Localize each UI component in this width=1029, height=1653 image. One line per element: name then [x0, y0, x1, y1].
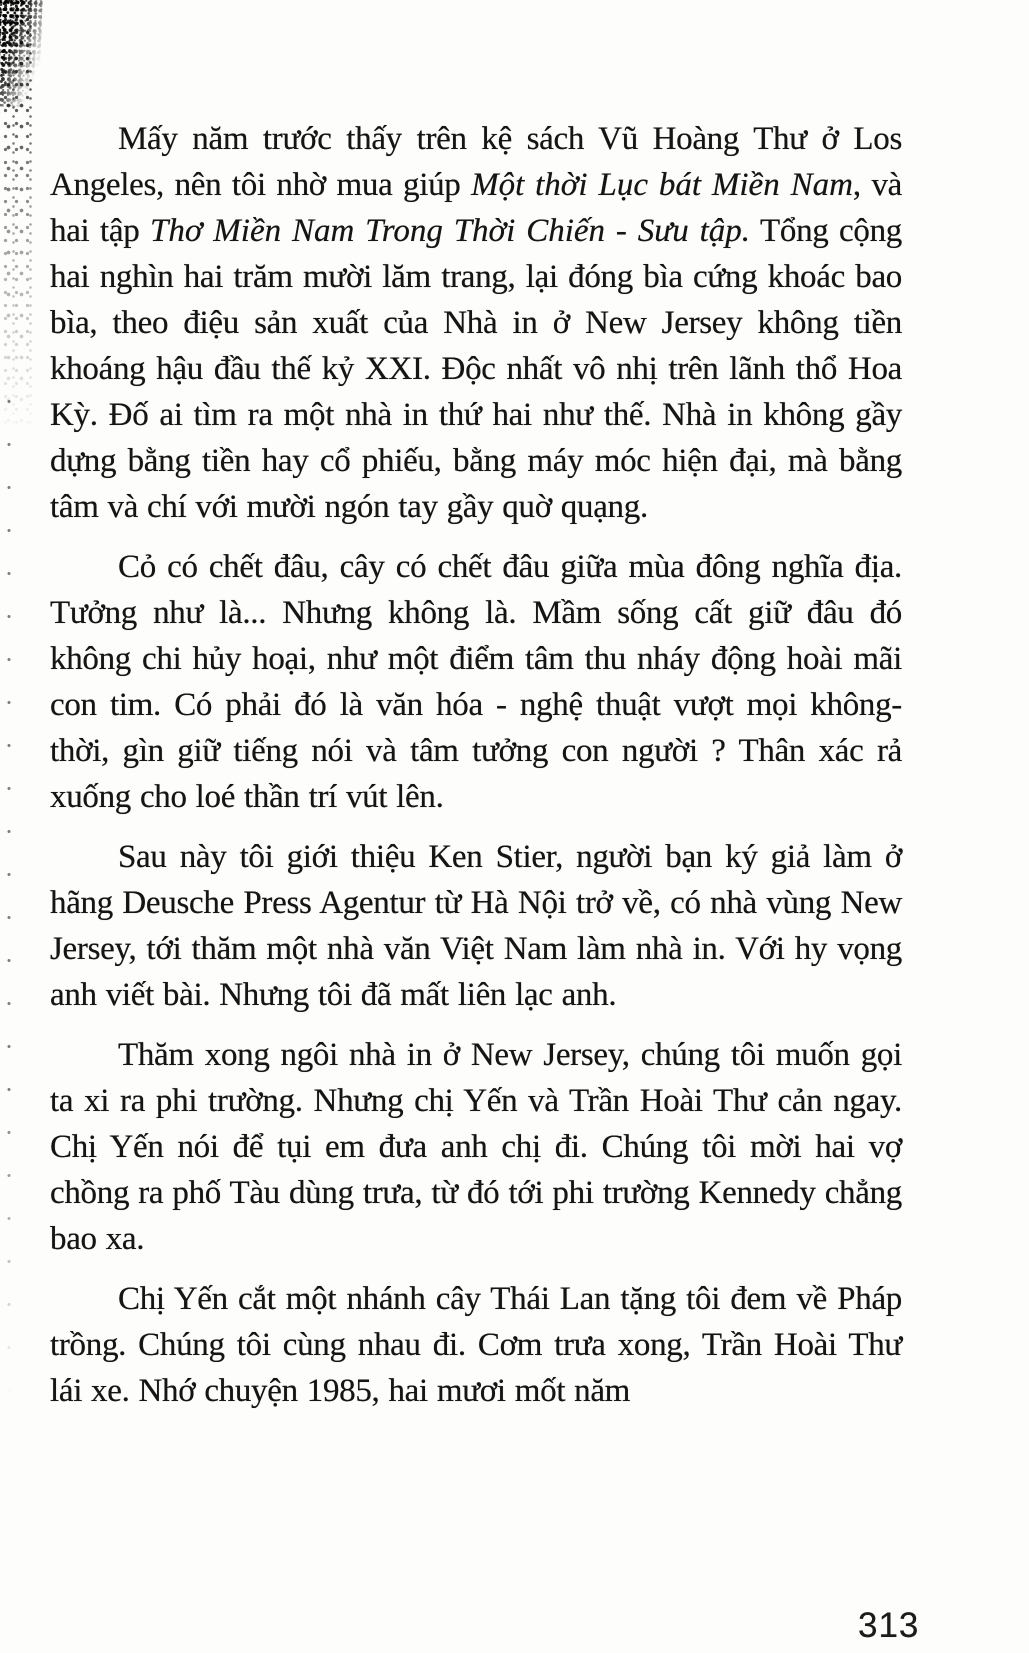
scan-noise-corner	[0, 0, 43, 108]
text-run: Mấy năm trước thấy trên kệ sách Vũ Hoàng Thư ở Los Angeles, nên tôi nhờ mua giúp	[50, 121, 902, 203]
italic-text-run: Thơ Miền Nam Trong Thời Chiến - Sưu tập.	[149, 213, 751, 249]
body-text	[50, 116, 902, 1428]
paragraph	[50, 834, 902, 1018]
text-run: Chị Yến cắt một nhánh cây Thái Lan tặng tôi đem về Pháp trồng. Chúng tôi cùng nhau đi. Cơm trưa xong, Trần Hoài Thư lái xe. Nhớ chuyện 1985, hai mươi mốt năm	[50, 1281, 902, 1409]
paragraph	[50, 116, 902, 530]
page-number: 313	[858, 1606, 920, 1645]
paragraph	[50, 1032, 902, 1262]
italic-text-run: Một thời Lục bát Miền Nam	[471, 167, 853, 203]
scan-noise-left-edge-upper	[0, 0, 32, 440]
text-run: Cỏ có chết đâu, cây có chết đâu giữa mùa đông nghĩa địa. Tưởng như là... Nhưng không là. Mầm sống cất giữ đâu đó không chi hủy hoại, như một điểm tâm thu nháy động hoài mãi con tim. Có phải đó là văn hóa - nghệ thuật vượt mọi không-thời, gìn giữ tiếng nói và tâm tưởng con người ? Thân xác rả xuống cho loé thần trí vút lên.	[50, 549, 902, 815]
text-run: , và hai tập	[50, 167, 902, 249]
paragraph	[50, 1276, 902, 1414]
scan-noise-left-edge-lower	[0, 380, 17, 1400]
text-run: Thăm xong ngôi nhà in ở New Jersey, chúng tôi muốn gọi ta xi ra phi trường. Nhưng chị Yến và Trần Hoài Thư cản ngay. Chị Yến nói để tụi em đưa anh chị đi. Chúng tôi mời hai vợ chồng ra phố Tàu dùng trưa, từ đó tới phi trường Kennedy chẳng bao xa.	[50, 1037, 902, 1257]
text-run: Sau này tôi giới thiệu Ken Stier, người bạn ký giả làm ở hãng Deusche Press Agentur từ Hà Nội trở về, có nhà vùng New Jersey, tới thăm một nhà văn Việt Nam làm nhà in. Với hy vọng anh viết bài. Nhưng tôi đã mất liên lạc anh.	[50, 839, 902, 1013]
paragraph	[50, 544, 902, 820]
text-run: Tổng cộng hai nghìn hai trăm mười lăm trang, lại đóng bìa cứng khoác bao bìa, theo điệu sản xuất của Nhà in ở New Jersey không tiền khoáng hậu đầu thế kỷ XXI. Độc nhất vô nhị trên lãnh thổ Hoa Kỳ. Đố ai tìm ra một nhà in thứ hai như thế. Nhà in không gầy dựng bằng tiền hay cổ phiếu, bằng máy móc hiện đại, mà bằng tâm và chí với mười ngón tay gầy quờ quạng.	[50, 213, 902, 525]
